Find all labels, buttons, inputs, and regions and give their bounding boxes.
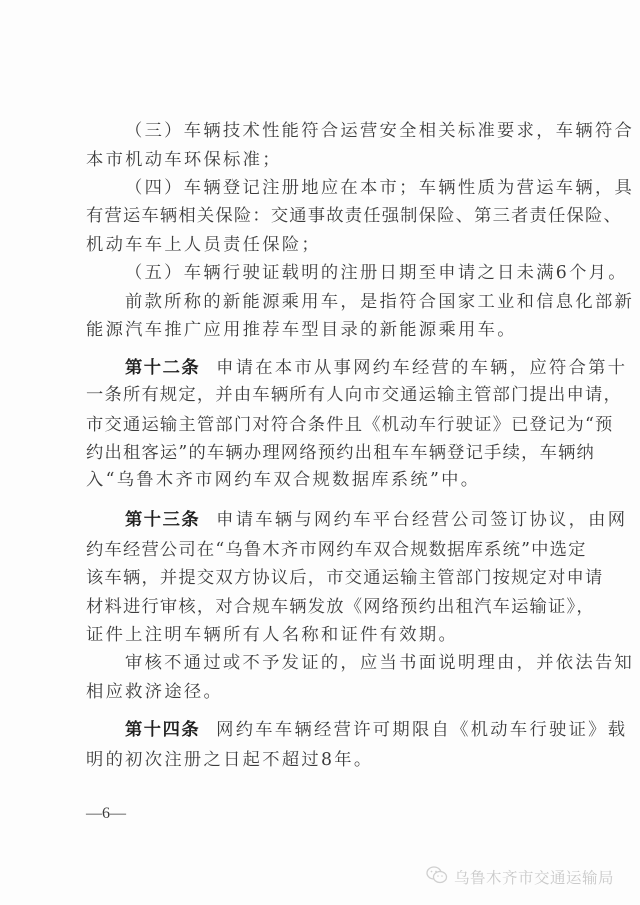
article-heading: 第十三条 xyxy=(125,510,201,530)
text-line: 入“乌鲁木齐市网约车双合规数据库系统”中。 xyxy=(86,470,481,490)
watermark-text: 乌鲁木齐市交通运输局 xyxy=(454,869,615,887)
text-line: 审核不通过或不予发证的，应当书面说明理由，并依法告知 xyxy=(125,653,635,673)
text-line: 约车经营公司在“乌鲁木齐市网约车双合规数据库系统”中选定 xyxy=(86,540,587,560)
article-heading: 第十二条 xyxy=(125,358,201,378)
text-line: 本市机动车环保标准； xyxy=(86,150,282,170)
wechat-icon xyxy=(426,865,454,889)
article-13-first-line xyxy=(125,506,628,534)
article-12-first-line xyxy=(125,354,628,382)
text-line: 前款所称的新能源乘用车，是指符合国家工业和信息化部新 xyxy=(125,292,635,312)
article-text: 申请在本市从事网约车经营的车辆，应符合第十 xyxy=(216,358,628,378)
text-line: （五）车辆行驶证载明的注册日期至申请之日未满6个月。 xyxy=(125,263,628,283)
text-line: 材料进行审核，对合规车辆发放《网络预约出租汽车运输证》， xyxy=(86,597,595,617)
text-line: 能源汽车推广应用推荐车型目录的新能源乘用车。 xyxy=(86,320,517,340)
text-line: 明的初次注册之日起不超过8年。 xyxy=(86,750,374,770)
text-line: 约出租客运”的车辆办理网络预约出租车车辆登记手续，车辆纳 xyxy=(86,443,596,463)
text-line: 该车辆，并提交双方协议后，市交通运输主管部门按规定对申请 xyxy=(86,568,604,588)
article-text: 网约车车辆经营许可期限自《机动车行驶证》载 xyxy=(216,720,628,740)
watermark xyxy=(426,864,614,890)
article-heading: 第十四条 xyxy=(125,720,201,740)
article-text: 申请车辆与网约车平台经营公司签订协议，由网 xyxy=(216,510,628,530)
text-line: 相应救济途径。 xyxy=(86,682,224,702)
text-line: 证件上注明车辆所有人名称和证件有效期。 xyxy=(86,625,459,645)
article-14-first-line xyxy=(125,716,628,744)
text-line: 市交通运输主管部门对符合条件且《机动车行驶证》已登记为“预 xyxy=(86,415,614,435)
text-line: （三）车辆技术性能符合运营安全相关标准要求，车辆符合 xyxy=(125,121,635,141)
text-line: 机动车车上人员责任保险； xyxy=(86,235,321,255)
page-number: —6— xyxy=(86,805,126,822)
text-line: 有营运车辆相关保险：交通事故责任强制保险、第三者责任保险、 xyxy=(86,206,622,226)
text-line: 一条所有规定，并由车辆所有人向市交通运输主管部门提出申请， xyxy=(86,385,622,405)
text-line: （四）车辆登记注册地应在本市；车辆性质为营运车辆，具 xyxy=(125,178,635,198)
